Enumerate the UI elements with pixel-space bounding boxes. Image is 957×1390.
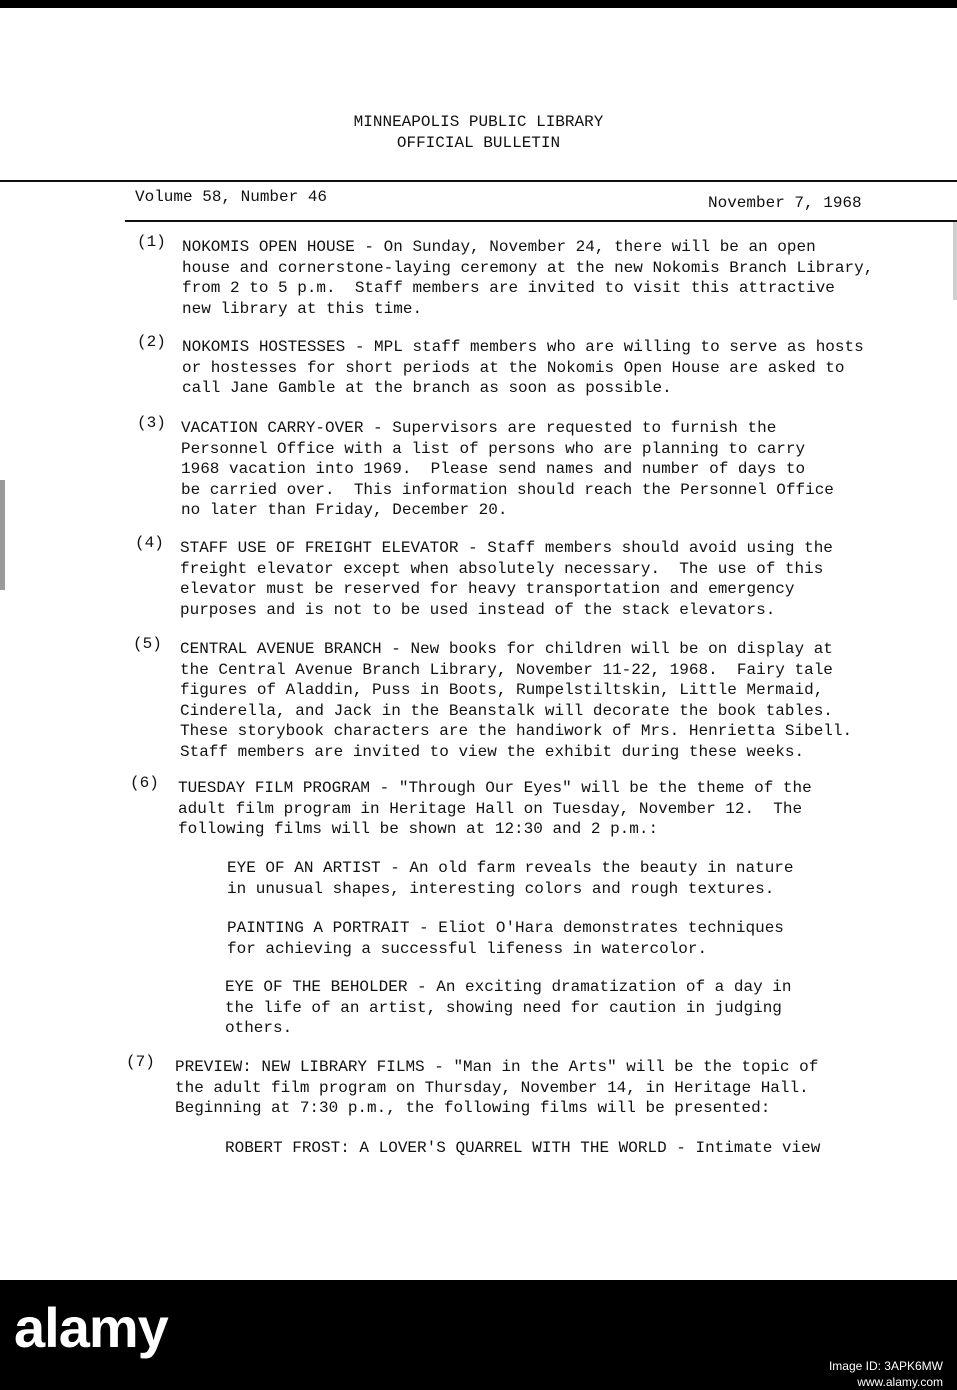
top-border <box>0 0 957 8</box>
item-number: (5) <box>133 635 162 653</box>
item-preview-new-library-films: PREVIEW: NEW LIBRARY FILMS - "Man in the Arts" will be the topic of the adult film program on Thursday, November 14, in Heritage Hall. Beginning at 7:30 p.m., the following films will be presented: <box>175 1058 819 1117</box>
film-eye-of-an-artist: EYE OF AN ARTIST - An old farm reveals the beauty in nature in unusual shapes, interesting colors and rough textures. <box>227 859 794 898</box>
volume-number: Volume 58, Number 46 <box>135 188 328 206</box>
item-nokomis-hostesses: NOKOMIS HOSTESSES - MPL staff members who are willing to serve as hosts or hostesses for short periods at the Nokomis Open House are asked to call Jane Gamble at the branch as soon as possible. <box>182 338 864 397</box>
library-name: MINNEAPOLIS PUBLIC LIBRARY <box>353 113 604 131</box>
item-number: (3) <box>137 414 166 432</box>
bulletin-title: OFFICIAL BULLETIN <box>396 134 561 152</box>
bulletin-date: November 7, 1968 <box>708 194 862 212</box>
item-tuesday-film-program: TUESDAY FILM PROGRAM - "Through Our Eyes" will be the theme of the adult film program in Heritage Hall on Tuesday, November 12. The following films will be shown at 12:30 and 2 p.m.: <box>178 779 812 838</box>
watermark-logo: alamy <box>14 1296 168 1359</box>
header-rule-lower <box>125 220 957 222</box>
item-nokomis-open-house: NOKOMIS OPEN HOUSE - On Sunday, November 24, there will be an open house and cornerstone-laying ceremony at the new Nokomis Branch Library, from 2 to 5 p.m. Staff members are invited to visit this attractive new library at this time. <box>182 238 874 318</box>
item-freight-elevator: STAFF USE OF FREIGHT ELEVATOR - Staff members should avoid using the freight elevator except when absolutely necessary. The use of this elevator must be reserved for heavy transportation and emergency purposes and is not to be used instead of the stack elevators. <box>180 539 833 619</box>
item-central-avenue-branch: CENTRAL AVENUE BRANCH - New books for children will be on display at the Central Avenue Branch Library, November 11-22, 1968. Fairy tale figures of Aladdin, Puss in Boots, Rumpelstiltskin, Little Mermaid, Cinderella, and Jack in the Beanstalk will decorate the book tables. These storybook characters are the handiwork of Mrs. Henrietta Sibell. Staff members are invited to view the exhibit during these weeks. <box>180 640 853 761</box>
film-painting-a-portrait: PAINTING A PORTRAIT - Eliot O'Hara demonstrates techniques for achieving a successful lifeness in watercolor. <box>227 919 784 958</box>
item-number: (7) <box>126 1053 155 1071</box>
watermark-url: www.alamy.com <box>857 1375 943 1389</box>
watermark-caption <box>829 1358 943 1390</box>
item-number: (4) <box>135 534 164 552</box>
item-number: (1) <box>137 233 166 251</box>
image-id: Image ID: 3APK6MW <box>828 1359 943 1373</box>
item-number: (2) <box>137 333 166 351</box>
film-eye-of-the-beholder: EYE OF THE BEHOLDER - An exciting dramatization of a day in the life of an artist, showing need for caution in judging others. <box>225 978 792 1037</box>
item-vacation-carry-over: VACATION CARRY-OVER - Supervisors are requested to furnish the Personnel Office with a list of persons who are planning to carry 1968 vacation into 1969. Please send names and number of days to be carried over. This information should reach the Personnel Office no later than Friday, December 20. <box>181 419 834 519</box>
item-number: (6) <box>130 774 159 792</box>
masthead <box>0 112 957 154</box>
scan-edge <box>0 480 5 590</box>
scan-edge <box>953 220 957 300</box>
film-robert-frost: ROBERT FROST: A LOVER'S QUARREL WITH THE WORLD - Intimate view <box>225 1139 821 1157</box>
header-rule <box>0 180 957 182</box>
